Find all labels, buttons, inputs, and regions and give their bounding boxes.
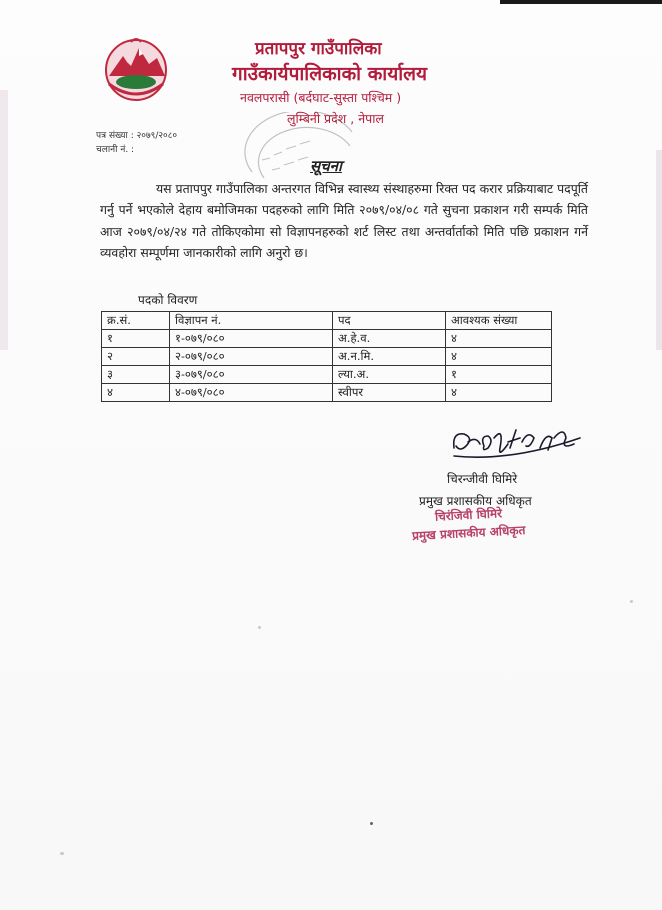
table-cell: ४ <box>102 384 170 402</box>
signer-title: प्रमुख प्रशासकीय अधिकृत <box>419 494 532 508</box>
scan-edge-bar <box>500 0 662 4</box>
province-line: लुम्बिनी प्रदेश , नेपाल <box>287 111 384 126</box>
table-cell: ल्या.अ. <box>333 366 446 384</box>
notice-title: सूचना <box>310 157 342 175</box>
table-cell: २ <box>102 348 170 366</box>
table-header-row <box>102 312 552 330</box>
table-row <box>102 366 552 384</box>
table-cell: १ <box>102 330 170 348</box>
table-cell: ३-०७९/०८० <box>170 366 333 384</box>
table-cell: अ.हे.व. <box>333 330 446 348</box>
org-name: प्रतापपुर गाउँपालिका <box>255 39 382 59</box>
table-cell: ४-०७९/०८० <box>170 384 333 402</box>
posts-table <box>101 311 552 402</box>
table-cell: १-०७९/०८० <box>170 330 333 348</box>
table-cell: ४ <box>446 348 552 366</box>
table-caption: पदको विवरण <box>138 293 198 307</box>
scan-speck <box>258 626 261 629</box>
scan-shade <box>0 90 8 350</box>
signer-name: चिरन्जीवी घिमिरे <box>447 472 518 486</box>
table-cell: ४ <box>446 384 552 402</box>
notice-body: यस प्रतापपुर गाउँपालिका अन्तरगत विभिन्न स्वास्थ्य संस्थाहरुमा रिक्त पद करार प्रक्रियाबाट पदपूर्ति गर्नु पर्ने भएकोले देहाय बमोजिमका पदहरुको लागि मिति २०७९/०४/०८ गते सुचना प्रकाशन गरी सम्पर्क मिति आज २०७९/०४/२४ गते तोकिएकोमा सो विज्ञापनहरुको शर्ट लिस्ट तथा अन्तर्वार्ताको मिति पछि प्रकाशन गर्ने व्यवहोरा सम्पूर्णमा जानकारीको लागि अनुरो छ। <box>100 181 588 261</box>
table-cell: अ.न.मि. <box>333 348 446 366</box>
column-header: क्र.सं. <box>102 312 170 330</box>
dispatch-number: चलानी नं. : <box>96 145 135 155</box>
table-row <box>102 348 552 366</box>
nepal-emblem-icon <box>101 34 171 104</box>
table-cell: २-०७९/०८० <box>170 348 333 366</box>
table-cell: ३ <box>102 366 170 384</box>
letter-number: पत्र संख्या : २०७९/२०८० <box>96 131 178 141</box>
scan-speck <box>370 822 373 825</box>
scan-speck <box>630 600 633 603</box>
stamp-name: चिरंजिवी घिमिरे <box>434 506 503 524</box>
column-header: पद <box>333 312 446 330</box>
stamp-title: प्रमुख प्रशासकीय अधिकृत <box>411 523 526 543</box>
table-cell: १ <box>446 366 552 384</box>
scan-speck <box>60 852 64 855</box>
table-cell: स्वीपर <box>333 384 446 402</box>
table-cell: ४ <box>446 330 552 348</box>
handwritten-signature <box>450 408 590 464</box>
table-row <box>102 330 552 348</box>
office-seal-stamp <box>232 112 362 182</box>
table-row <box>102 384 552 402</box>
office-name: गाउँकार्यपालिकाको कार्यालय <box>232 63 428 85</box>
scan-shade <box>656 150 662 350</box>
address-line: नवलपरासी (बर्दघाट-सुस्ता पश्चिम ) <box>240 90 402 105</box>
column-header: विज्ञापन नं. <box>170 312 333 330</box>
column-header: आवश्यक संख्या <box>446 312 552 330</box>
